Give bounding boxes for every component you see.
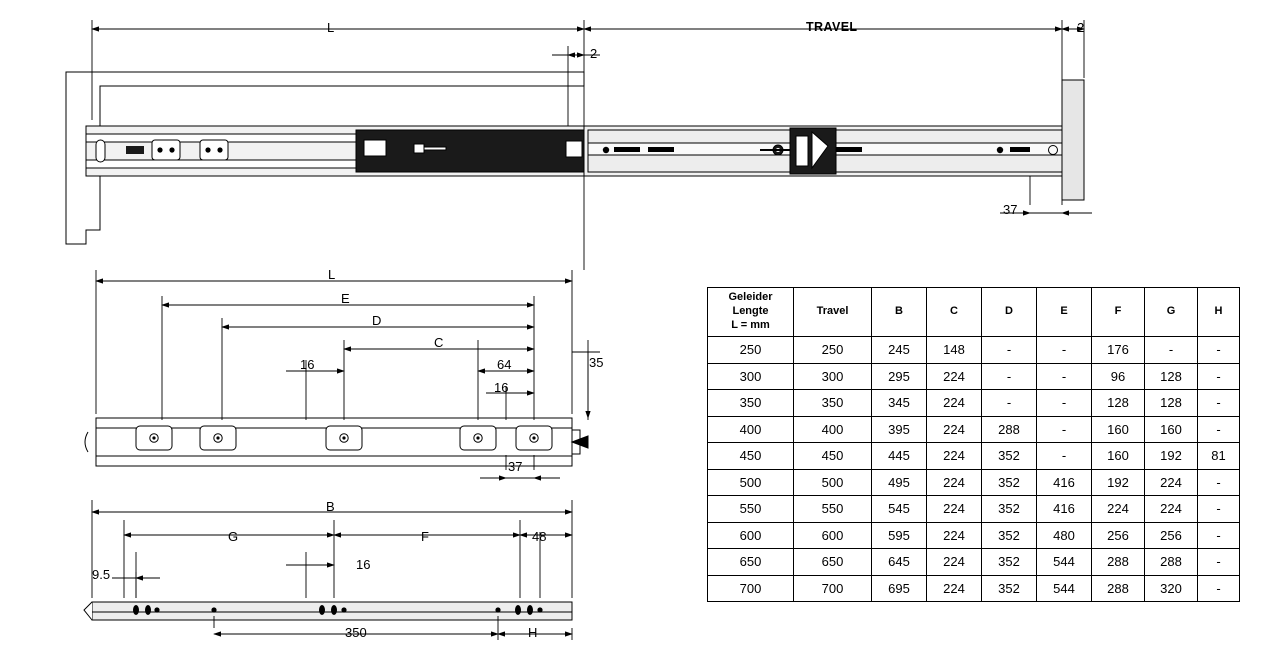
cell: 700 <box>794 575 872 602</box>
cell: 148 <box>927 337 982 364</box>
cell: 320 <box>1145 575 1198 602</box>
table-row <box>708 416 1240 443</box>
cell: 224 <box>927 549 982 576</box>
header-line-1: Geleider <box>728 291 773 304</box>
cell: 595 <box>872 522 927 549</box>
dim-label-9-5: 9.5 <box>92 567 111 582</box>
cell: 352 <box>982 496 1037 523</box>
cell: 192 <box>1145 443 1198 470</box>
cell: 250 <box>794 337 872 364</box>
cell: 224 <box>1145 469 1198 496</box>
cell: 256 <box>1145 522 1198 549</box>
column-header-travel: Travel <box>794 288 872 337</box>
cell: 224 <box>927 496 982 523</box>
cell: 544 <box>1037 549 1092 576</box>
cell: - <box>1198 363 1240 390</box>
dim-label-16-middle-left: 16 <box>300 357 315 372</box>
cell: 352 <box>982 522 1037 549</box>
bottom-view-geometry <box>84 602 572 620</box>
dim-label-2-inner: 2 <box>590 46 598 61</box>
cell: 295 <box>872 363 927 390</box>
cell: - <box>1037 443 1092 470</box>
table-row <box>708 522 1240 549</box>
cell: 600 <box>794 522 872 549</box>
table-row <box>708 549 1240 576</box>
cell: 224 <box>927 390 982 417</box>
cell: 81 <box>1198 443 1240 470</box>
cell: 256 <box>1092 522 1145 549</box>
cell: 224 <box>927 443 982 470</box>
cell: 224 <box>927 522 982 549</box>
cell: 96 <box>1092 363 1145 390</box>
cell: - <box>1198 522 1240 549</box>
cell: 160 <box>1092 416 1145 443</box>
cell: 128 <box>1145 363 1198 390</box>
table-row <box>708 337 1240 364</box>
cell: 300 <box>794 363 872 390</box>
cell: 544 <box>1037 575 1092 602</box>
cell: 550 <box>794 496 872 523</box>
cell: 224 <box>927 469 982 496</box>
cell: 545 <box>872 496 927 523</box>
dim-label-37-middle: 37 <box>508 459 523 474</box>
cell: 288 <box>982 416 1037 443</box>
cell: - <box>982 363 1037 390</box>
dim-label-L-top: L <box>327 20 335 35</box>
cell: 350 <box>708 390 794 417</box>
cell: 480 <box>1037 522 1092 549</box>
cell: - <box>1198 496 1240 523</box>
cell: 450 <box>708 443 794 470</box>
cell: - <box>982 390 1037 417</box>
dim-label-37-top: 37 <box>1003 202 1018 217</box>
cell: 250 <box>708 337 794 364</box>
column-header-f: F <box>1092 288 1145 337</box>
table-body <box>708 337 1240 602</box>
cell: 128 <box>1145 390 1198 417</box>
cell: - <box>1198 337 1240 364</box>
dim-label-48: 48 <box>532 529 547 544</box>
cell: 500 <box>794 469 872 496</box>
cell: 352 <box>982 443 1037 470</box>
table-row <box>708 575 1240 602</box>
cell: - <box>1037 363 1092 390</box>
cell: 550 <box>708 496 794 523</box>
cell: - <box>1037 416 1092 443</box>
table-row <box>708 443 1240 470</box>
spec-table-container <box>707 287 1239 596</box>
column-header-geleider-lengte <box>708 288 794 337</box>
slide-length-specification-table <box>707 287 1240 602</box>
table-row <box>708 390 1240 417</box>
dim-label-G: G <box>228 529 239 544</box>
cell: 695 <box>872 575 927 602</box>
cell: - <box>1037 390 1092 417</box>
column-header-h: H <box>1198 288 1240 337</box>
cell: 416 <box>1037 469 1092 496</box>
dim-label-350: 350 <box>345 625 367 640</box>
column-header-d: D <box>982 288 1037 337</box>
cell: 350 <box>794 390 872 417</box>
column-header-b: B <box>872 288 927 337</box>
cell: 224 <box>927 575 982 602</box>
cell: 224 <box>927 416 982 443</box>
top-view-geometry <box>66 72 1084 244</box>
cell: - <box>1037 337 1092 364</box>
header-line-2: Lengte <box>732 305 769 318</box>
cell: 416 <box>1037 496 1092 523</box>
dim-label-D: D <box>372 313 382 328</box>
cell: - <box>982 337 1037 364</box>
table-row <box>708 469 1240 496</box>
dim-label-16-bottom: 16 <box>356 557 371 572</box>
dim-label-2-right: 2 <box>1077 20 1085 35</box>
dim-label-16-middle-right: 16 <box>494 380 509 395</box>
cell: 352 <box>982 575 1037 602</box>
cell: 600 <box>708 522 794 549</box>
cell: 445 <box>872 443 927 470</box>
cell: 300 <box>708 363 794 390</box>
cell: 224 <box>1145 496 1198 523</box>
dim-label-H: H <box>528 625 538 640</box>
cell: 345 <box>872 390 927 417</box>
cell: 288 <box>1092 549 1145 576</box>
cell: 160 <box>1092 443 1145 470</box>
cell: 176 <box>1092 337 1145 364</box>
cell: - <box>1145 337 1198 364</box>
table-row <box>708 363 1240 390</box>
cell: - <box>1198 549 1240 576</box>
cell: 245 <box>872 337 927 364</box>
dim-label-35: 35 <box>589 355 604 370</box>
dim-label-64: 64 <box>497 357 512 372</box>
table-header-row <box>708 288 1240 337</box>
cell: 650 <box>794 549 872 576</box>
cell: 192 <box>1092 469 1145 496</box>
cell: - <box>1198 575 1240 602</box>
header-line-3: L = mm <box>731 318 770 331</box>
cell: 450 <box>794 443 872 470</box>
cell: 495 <box>872 469 927 496</box>
dim-label-C: C <box>434 335 444 350</box>
cell: 395 <box>872 416 927 443</box>
cell: 352 <box>982 469 1037 496</box>
column-header-c: C <box>927 288 982 337</box>
cell: 288 <box>1092 575 1145 602</box>
cell: 128 <box>1092 390 1145 417</box>
cell: 224 <box>927 363 982 390</box>
cell: - <box>1198 469 1240 496</box>
cell: 352 <box>982 549 1037 576</box>
dim-label-B: B <box>326 499 335 514</box>
cell: 160 <box>1145 416 1198 443</box>
cell: 650 <box>708 549 794 576</box>
cell: 500 <box>708 469 794 496</box>
cell: - <box>1198 416 1240 443</box>
dim-label-F: F <box>421 529 429 544</box>
dim-label-L-middle: L <box>328 267 336 282</box>
dim-label-TRAVEL: TRAVEL <box>806 20 858 34</box>
cell: 700 <box>708 575 794 602</box>
cell: 400 <box>794 416 872 443</box>
cell: 645 <box>872 549 927 576</box>
dim-label-E: E <box>341 291 350 306</box>
table-row <box>708 496 1240 523</box>
column-header-g: G <box>1145 288 1198 337</box>
cell: 224 <box>1092 496 1145 523</box>
cell: 400 <box>708 416 794 443</box>
cell: - <box>1198 390 1240 417</box>
column-header-e: E <box>1037 288 1092 337</box>
cell: 288 <box>1145 549 1198 576</box>
